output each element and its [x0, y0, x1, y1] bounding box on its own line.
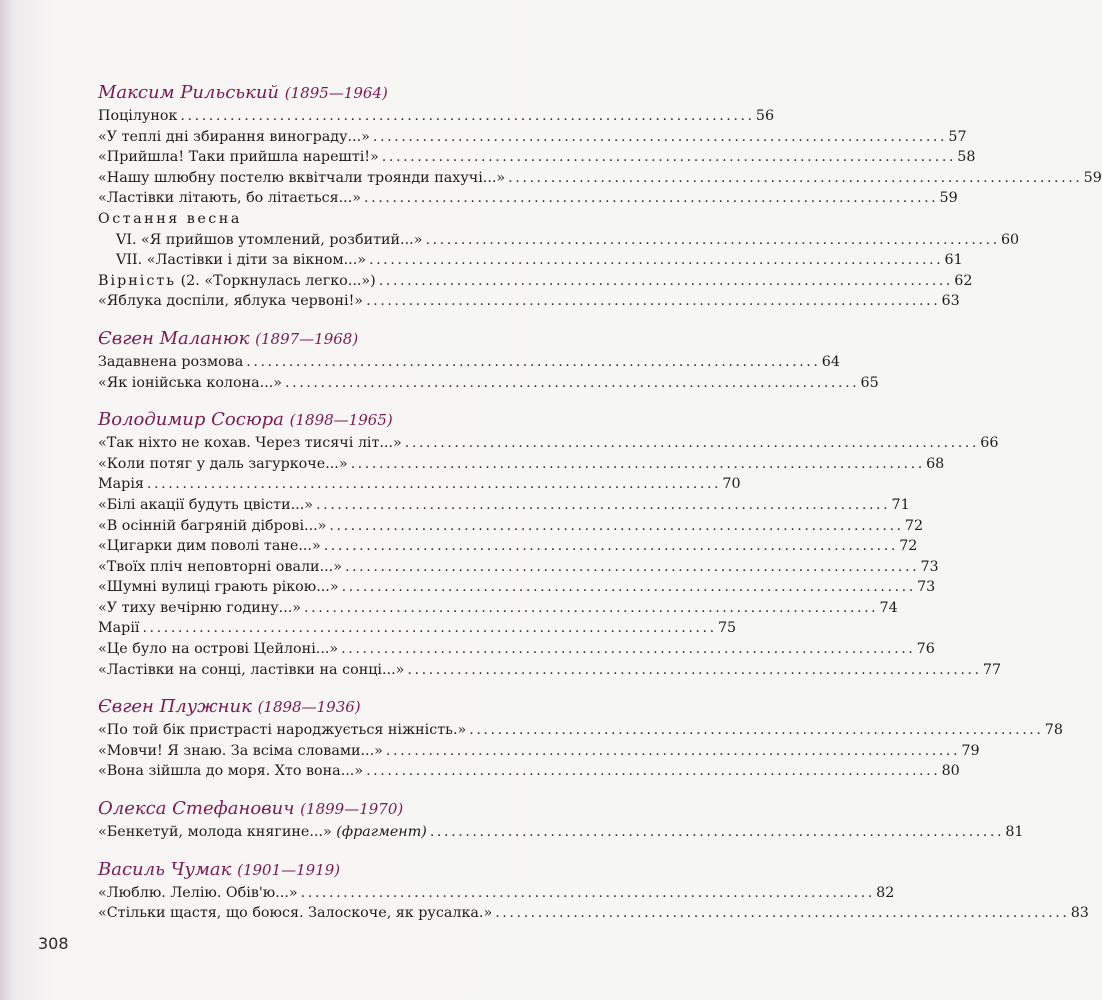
entry-title: «У теплі дні збирання винограду...» — [98, 128, 370, 145]
leader-dots — [301, 883, 872, 904]
author-heading — [98, 407, 628, 433]
entry-page: 68 — [926, 455, 945, 472]
entry-title: «Коли потяг у даль загуркоче...» — [98, 455, 348, 472]
entry-page: 70 — [722, 476, 741, 493]
author-years: (1897—1968) — [255, 329, 359, 348]
toc-entry[interactable] — [98, 741, 980, 762]
toc-section — [98, 326, 879, 393]
leader-dots — [341, 639, 912, 660]
author-name: Євген Плужник — [98, 696, 252, 718]
entry-title: «Це було на острові Цейлоні...» — [98, 641, 339, 658]
toc-entry[interactable] — [98, 903, 1089, 924]
leader-dots — [430, 822, 1001, 843]
leader-dots — [366, 761, 937, 782]
leader-dots — [147, 474, 718, 495]
entry-title: «Стільки щастя, що боюся. Залоскоче, як русалка.» — [98, 905, 493, 922]
toc-entry[interactable] — [98, 474, 741, 495]
author-years: (1899—1970) — [300, 800, 404, 819]
entry-title: «Ластівки літають, бо літається...» — [98, 190, 362, 207]
author-name: Олекса Стефанович — [98, 798, 295, 820]
entry-page: 58 — [957, 149, 976, 166]
toc-sub-entry[interactable] — [98, 250, 963, 271]
entry-page: 71 — [891, 496, 910, 513]
leader-dots — [316, 495, 887, 516]
entry-page: 56 — [755, 108, 775, 124]
entry-title-rest: (2. «Торкнулась легко...») — [176, 272, 376, 289]
leader-dots — [386, 741, 957, 762]
entry-title-prefix: Вірність — [98, 272, 177, 289]
entry-title: Марія — [98, 476, 144, 493]
toc-entry[interactable] — [98, 822, 1024, 843]
toc-section — [98, 857, 1089, 924]
leader-dots — [407, 660, 978, 681]
toc-section — [98, 407, 1002, 680]
toc-entry[interactable] — [98, 147, 976, 168]
entry-title: Марії — [98, 620, 140, 637]
entry-title: «В осінній багряній діброві...» — [98, 517, 327, 534]
entry-title: «Цигарки дим поволі тане...» — [98, 538, 321, 555]
leader-dots — [342, 577, 913, 598]
entry-page: 65 — [860, 374, 879, 391]
leader-dots — [324, 536, 895, 557]
author-name: Максим Рильський — [98, 82, 280, 103]
leader-dots — [508, 168, 1079, 189]
author-heading — [98, 796, 628, 822]
entry-page: 63 — [941, 293, 960, 310]
author-heading — [98, 326, 628, 352]
entry-title: «У тиху вечірню годину...» — [98, 599, 302, 616]
entry-page: 75 — [717, 620, 737, 637]
entry-title: «Як іонійська колона...» — [98, 374, 283, 391]
toc-entry[interactable] — [98, 106, 775, 127]
entry-page: 59 — [939, 190, 958, 207]
leader-dots — [364, 188, 935, 209]
entry-page: 72 — [904, 517, 924, 534]
toc-entry[interactable] — [98, 291, 960, 312]
entry-page: 76 — [916, 641, 935, 658]
author-years: (1898—1965) — [289, 411, 393, 430]
author-years: (1898—1936) — [257, 698, 361, 717]
author-name: Василь Чумак — [98, 858, 232, 880]
leader-dots — [180, 106, 751, 127]
leader-dots — [142, 618, 713, 639]
leader-dots — [405, 433, 976, 454]
toc-sub-entry[interactable] — [98, 230, 1020, 251]
entry-page: 72 — [899, 538, 918, 555]
toc-entry[interactable] — [98, 660, 1002, 681]
leader-dots — [246, 352, 817, 373]
author-heading — [98, 80, 628, 106]
entry-title: «Яблука доспіли, яблука червоні!» — [98, 293, 364, 310]
entry-page: 81 — [1005, 824, 1024, 841]
entry-title: «Мовчи! Я знаю. За всіма словами...» — [98, 742, 383, 759]
leader-dots — [425, 230, 996, 251]
entry-title: VII. «Ластівки і діти за вікном...» — [116, 252, 366, 269]
entry-title: Поцілунок — [98, 108, 178, 124]
entry-page: 61 — [944, 252, 963, 269]
entry-title: «Шумні вулиці грають рікою...» — [98, 579, 339, 596]
entry-title: «Вона зійшла до моря. Хто вона...» — [98, 763, 364, 780]
toc-entry[interactable] — [98, 433, 999, 454]
entry-title — [98, 271, 376, 292]
leader-dots — [495, 903, 1066, 924]
toc-entry[interactable] — [98, 127, 967, 148]
entry-page: 64 — [821, 353, 840, 370]
author-years: (1901—1919) — [237, 860, 341, 879]
author-heading — [98, 694, 628, 720]
entry-title: VI. «Я прийшов утомлений, розбитий...» — [116, 231, 423, 248]
toc-entry[interactable] — [98, 577, 936, 598]
entry-page: 60 — [1000, 231, 1020, 248]
toc-entry[interactable] — [98, 495, 910, 516]
leader-dots — [382, 147, 953, 168]
table-of-contents — [98, 80, 1102, 938]
entry-page: 73 — [920, 558, 939, 575]
entry-page: 59 — [1083, 169, 1102, 186]
entry-page: 62 — [954, 272, 973, 289]
toc-entry[interactable] — [98, 168, 1102, 189]
entry-title: «Нашу шлюбну постелю вквітчали троянди пахучі...» — [98, 169, 506, 186]
toc-entry[interactable] — [98, 271, 973, 292]
leader-dots — [345, 557, 916, 578]
toc-entry[interactable] — [98, 598, 898, 619]
entry-page: 66 — [980, 435, 999, 452]
toc-entry[interactable] — [98, 373, 879, 394]
leader-dots — [379, 271, 950, 292]
toc-entry[interactable] — [98, 188, 958, 209]
entry-title: «Твоїх пліч неповторні овали...» — [98, 558, 342, 575]
cycle-subheading: Остання весна — [98, 210, 242, 227]
toc-section — [98, 694, 1063, 782]
leader-dots — [351, 454, 922, 475]
leader-dots — [304, 598, 875, 619]
entry-page: 80 — [941, 763, 960, 780]
entry-page: 79 — [961, 742, 980, 759]
entry-title: «Прийшла! Таки прийшла нарешті!» — [98, 149, 379, 166]
toc-entry[interactable] — [98, 352, 840, 373]
leader-dots — [366, 291, 937, 312]
entry-title: «Ластівки на сонці, ластівки на сонці...» — [98, 661, 405, 678]
entry-title: «По той бік пристрасті народжується ніжність.» — [98, 722, 467, 739]
entry-title: «Люблю. Лелію. Обів'ю...» — [98, 884, 298, 901]
toc-entry[interactable] — [98, 618, 737, 639]
entry-page: 74 — [879, 599, 898, 616]
author-years: (1895—1964) — [284, 84, 388, 102]
author-name: Євген Маланюк — [98, 327, 250, 349]
toc-entry[interactable] — [98, 516, 924, 537]
entry-title — [98, 822, 427, 843]
leader-dots — [285, 373, 856, 394]
entry-page: 82 — [876, 884, 895, 901]
entry-title: «Білі акації будуть цвісти...» — [98, 496, 314, 513]
entry-title: «Так ніхто не кохав. Через тисячі літ...» — [98, 435, 402, 452]
entry-page: 77 — [982, 661, 1002, 678]
entry-title-note: (фрагмент) — [331, 824, 427, 841]
entry-page: 78 — [1044, 722, 1063, 739]
toc-section — [98, 80, 1102, 312]
leader-dots — [329, 516, 900, 537]
leader-dots — [469, 720, 1040, 741]
author-name: Володимир Сосюра — [98, 409, 284, 431]
toc-entry[interactable] — [98, 639, 935, 660]
entry-page: 57 — [948, 128, 967, 145]
page-number: 308 — [38, 934, 69, 953]
toc-entry[interactable] — [98, 557, 939, 578]
toc-section — [98, 796, 1024, 843]
entry-page: 83 — [1070, 905, 1089, 922]
leader-dots — [373, 127, 944, 148]
toc-entry[interactable] — [98, 720, 1063, 741]
toc-entry[interactable] — [98, 454, 945, 475]
leader-dots — [369, 250, 940, 271]
entry-title-main: «Бенкетуй, молода княгине...» — [98, 824, 332, 841]
toc-entry[interactable] — [98, 761, 960, 782]
entry-title: Задавнена розмова — [98, 353, 244, 370]
author-heading — [98, 857, 628, 883]
entry-page: 73 — [917, 579, 936, 596]
toc-entry[interactable] — [98, 536, 918, 557]
toc-entry[interactable] — [98, 883, 895, 904]
